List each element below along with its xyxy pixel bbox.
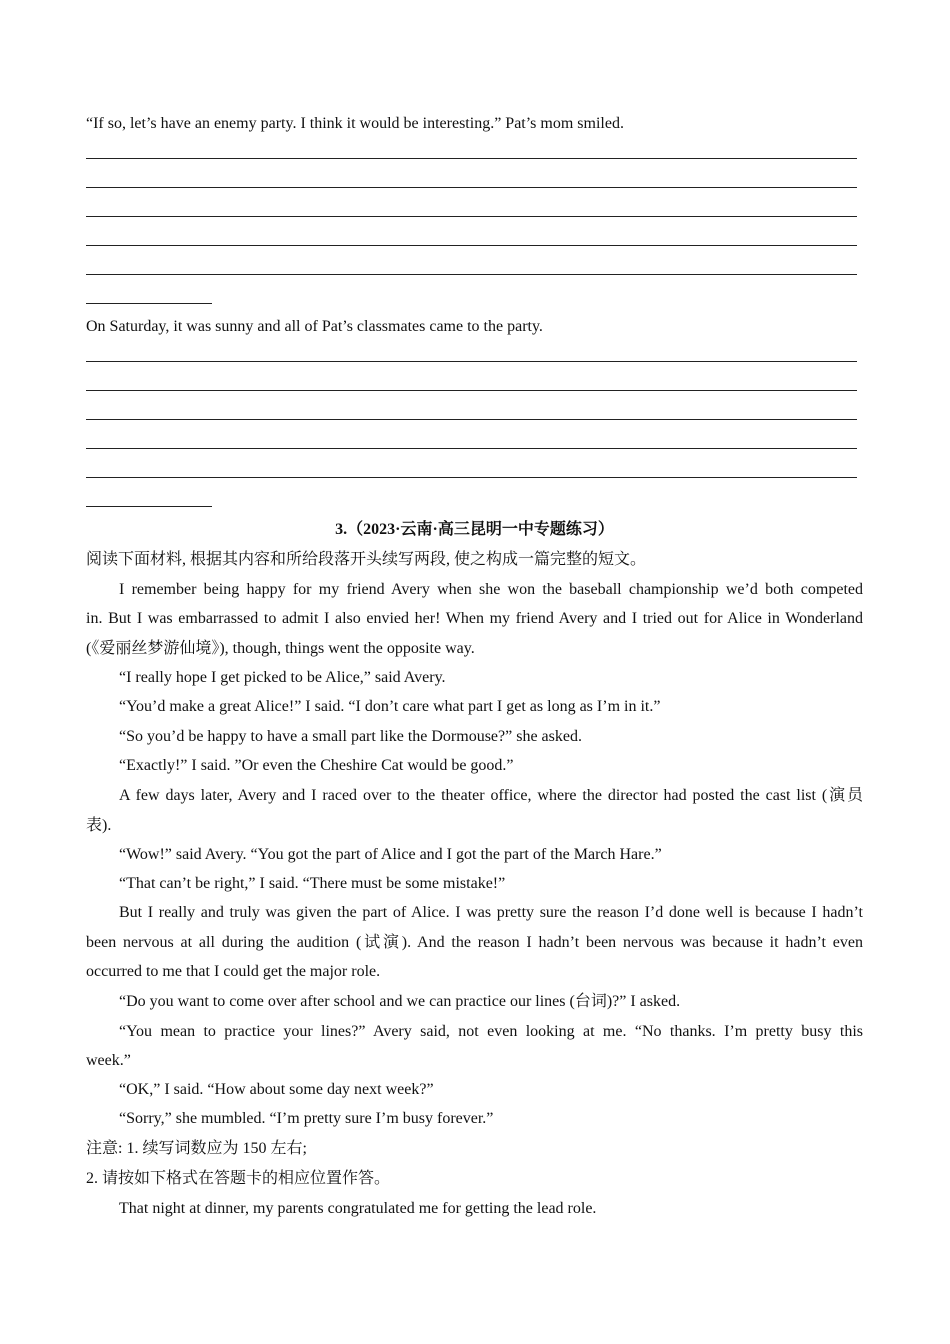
passage-line: “OK,” I said. “How about some day next week?”	[119, 1081, 434, 1098]
passage-line: occurred to me that I could get the major role.	[86, 963, 381, 980]
answer-line	[86, 274, 857, 275]
note-line: 2. 请按如下格式在答题卡的相应位置作答。	[86, 1170, 391, 1187]
answer-line	[86, 158, 857, 159]
paragraph-prompt: “If so, let’s have an enemy party. I think it would be interesting.” Pat’s mom smiled.	[86, 115, 624, 132]
answer-line	[86, 303, 212, 304]
answer-line	[86, 245, 857, 246]
passage-line: “Do you want to come over after school and we can practice our lines (台词)?” I asked.	[119, 993, 681, 1010]
answer-line	[86, 419, 857, 420]
passage-line: “Exactly!” I said. ”Or even the Cheshire Cat would be good.”	[119, 757, 514, 774]
paragraph-prompt: That night at dinner, my parents congratulated me for getting the lead role.	[119, 1200, 597, 1217]
passage-line: “Wow!” said Avery. “You got the part of Alice and I got the part of the March Hare.”	[119, 846, 662, 863]
passage-line: “That can’t be right,” I said. “There must be some mistake!”	[119, 875, 506, 892]
passage-line: 表).	[86, 817, 112, 834]
passage-line: in. But I was embarrassed to admit I also envied her! When my friend Avery and I tried out for Alice in Wonderland	[86, 610, 863, 627]
answer-line	[86, 361, 857, 362]
passage-line: A few days later, Avery and I raced over to the theater office, where the director had posted the cast list (演员	[119, 787, 863, 804]
question-title: 3.（2023·云南·高三昆明一中专题练习）	[335, 521, 614, 538]
passage-line: “Sorry,” she mumbled. “I’m pretty sure I’m busy forever.”	[119, 1110, 494, 1127]
passage-line: (《爱丽丝梦游仙境》), though, things went the opposite way.	[86, 640, 475, 657]
answer-line	[86, 187, 857, 188]
passage-line: “You’d make a great Alice!” I said. “I don’t care what part I get as long as I’m in it.”	[119, 698, 661, 715]
passage-line: week.”	[86, 1052, 131, 1069]
passage-line: “I really hope I get picked to be Alice,” said Avery.	[119, 669, 446, 686]
answer-line	[86, 477, 857, 478]
passage-line: But I really and truly was given the part of Alice. I was pretty sure the reason I’d done well is because I hadn’t	[119, 904, 863, 921]
instruction: 阅读下面材料, 根据其内容和所给段落开头续写两段, 使之构成一篇完整的短文。	[86, 551, 647, 568]
answer-line	[86, 448, 857, 449]
paragraph-prompt: On Saturday, it was sunny and all of Pat’s classmates came to the party.	[86, 318, 543, 335]
passage-line: been nervous at all during the audition (试演). And the reason I hadn’t been nervous was because it hadn’t even	[86, 934, 863, 951]
passage-line: “You mean to practice your lines?” Avery said, not even looking at me. “No thanks. I’m pretty busy this	[119, 1023, 863, 1040]
passage-line: I remember being happy for my friend Avery when she won the baseball championship we’d both competed	[119, 581, 863, 598]
note-line: 注意: 1. 续写词数应为 150 左右;	[86, 1140, 307, 1157]
passage-line: “So you’d be happy to have a small part like the Dormouse?” she asked.	[119, 728, 582, 745]
answer-line	[86, 506, 212, 507]
answer-line	[86, 390, 857, 391]
answer-line	[86, 216, 857, 217]
